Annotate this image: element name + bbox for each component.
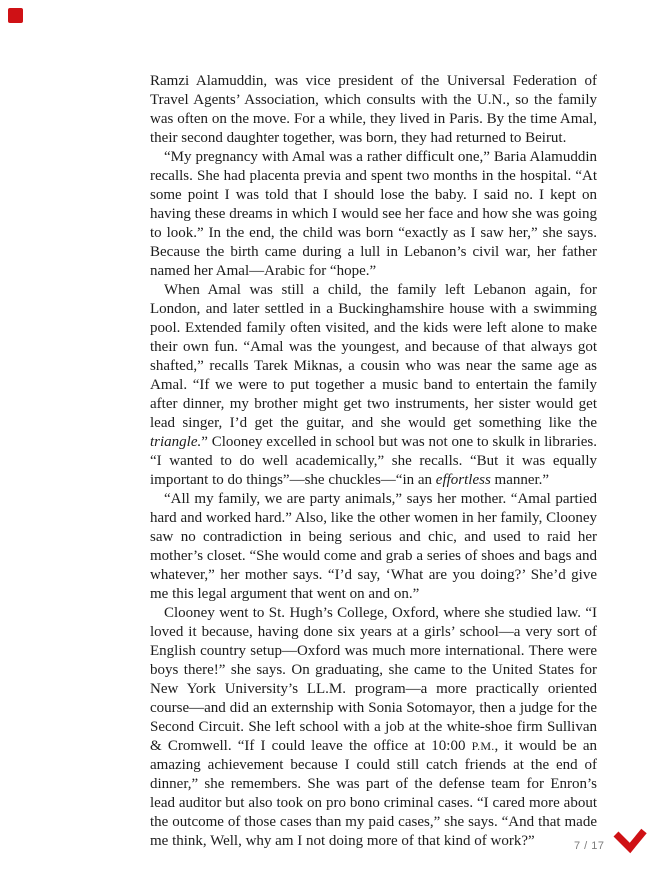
text-segment: “My pregnancy with Amal was a rather difficult one,” Baria Alamuddin recalls. She had placenta previa and spent two months in the hospital. “At some point I was told that I should lose the baby. I said no. I kept on having these dreams in which I would see her face and how she was going to look.” In the end, the child was born “exactly as I saw her,” she says. Because the birth came during a lull in Lebanon’s civil war, her father named her Amal—Arabic for “hope.” (150, 149, 597, 279)
paragraph (150, 148, 597, 281)
text-segment-italic: effortless (435, 472, 491, 488)
text-segment: When Amal was still a child, the family left Lebanon again, for London, and later settled in a Buckinghamshire house with a swimming pool. Extended family often visited, and the kids were left alone to make their own fun. “Amal was the youngest, and because of that always got shafted,” recalls Tarek Miknas, a cousin who was near the same age as Amal. “If we were to put together a music band to entertain the family after dinner, my brother might get two instruments, her sister would get lead singer, I’d get the guitar, and she would get something like the (150, 282, 597, 431)
text-segment: “All my family, we are party animals,” says her mother. “Amal partied hard and worked hard.” Also, like the other women in her family, Clooney saw no contradiction in being serious and chic, and used to raid her mother’s closet. “She would come and grab a series of shoes and bags and whatever,” her mother says. “I’d say, ‘What are you doing?’ She’d give me this legal argument that went on and on.” (150, 491, 597, 602)
paragraph (150, 72, 597, 148)
next-page-button[interactable] (611, 825, 651, 857)
page-indicator: 7 / 17 (574, 840, 605, 852)
paragraph (150, 281, 597, 490)
text-segment-italic: triangle. (150, 434, 202, 450)
text-segment: manner.” (490, 472, 550, 488)
chevron-down-icon (611, 827, 651, 855)
text-segment: Clooney went to St. Hugh’s College, Oxford, where she studied law. “I loved it because, having done six years at a girls’ school—a very sort of English country setup—Oxford was much more international. There were boys there!” she says. On graduating, she came to the United States for New York University’s LL.M. program—a more practically oriented course—and did an externship with Sonia Sotomayor, then a judge for the Second Circuit. She left school with a job at the white-shoe firm Sullivan & Cromwell. “If I could leave the office at 10:00 (150, 605, 597, 754)
red-square-icon[interactable] (8, 8, 23, 23)
paragraph (150, 604, 597, 851)
text-segment: ” Clooney excelled in school but was not one to skulk in libraries. “I wanted to do well academically,” she recalls. “But it was equally important to do things”—she chuckles—“in an (150, 434, 597, 488)
text-segment-smallcaps: P.M. (471, 739, 495, 753)
text-segment: Ramzi Alamuddin, was vice president of the Universal Federation of Travel Agents’ Association, which consults with the U.N., so the family was often on the move. For a while, they lived in Paris. By the time Amal, their second daughter together, was born, they had returned to Beirut. (150, 73, 597, 146)
text-segment: , it would be an amazing achievement because I could still catch friends at the end of dinner,” she remembers. She was part of the defense team for Enron’s lead auditor but also took on pro bono criminal cases. “I cared more about the outcome of those cases than my paid cases,” she says. “And that made me think, Well, why am I not doing more of that kind of work?” (150, 738, 597, 849)
article-body (150, 72, 597, 851)
paragraph (150, 490, 597, 604)
